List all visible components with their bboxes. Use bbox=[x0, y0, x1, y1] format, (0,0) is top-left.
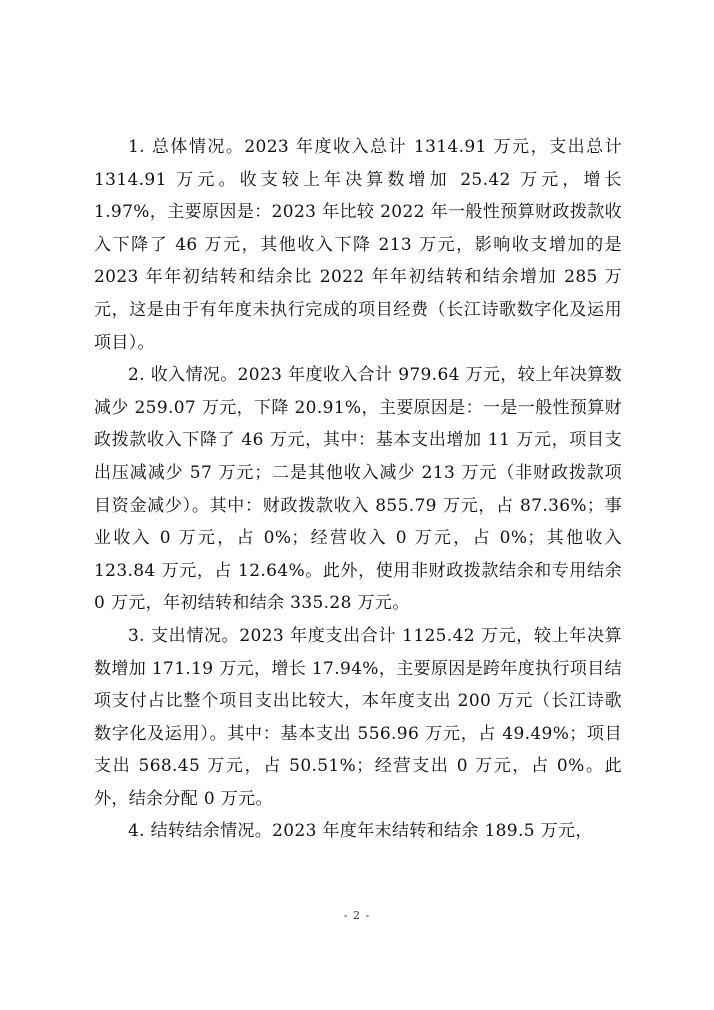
paragraph-carryover: 4. 结转结余情况。2023 年度年末结转和结余 189.5 万元， bbox=[128, 821, 593, 842]
page-number: - 2 - bbox=[343, 909, 371, 922]
paragraph-overall: 1. 总体情况。2023 年度收入总计 1314.91 万元，支出总计 1314.91 万元。收支较上年决算数增加 25.42 万元，增长 1.97%，主要原因是：2023 年比较 2022 年一般性预算财政拨款收入下降了 46 万元，其他收入下降 213 万元，影响收支增加的是 2023 年年初结转和结余比 2022 年年初结转和结余增加 285 万元，这是由于有年度未执行完成的项目经费（长江诗歌数字化及运用项目）。 bbox=[94, 137, 622, 353]
paragraph-expenditure: 3. 支出情况。2023 年度支出合计 1125.42 万元，较上年决算数增加 171.19 万元，增长 17.94%，主要原因是跨年度执行项目结项支付占比整个项目支出比较大，本年度支出 200 万元（长江诗歌数字化及运用）。其中：基本支出 556.96 万元，占 49.49%；项目支出 568.45 万元，占 50.51%；经营支出 0 万元，占 0%。此外，结余分配 0 万元。 bbox=[94, 625, 622, 809]
body-text bbox=[94, 131, 622, 848]
paragraph-income: 2. 收入情况。2023 年度收入合计 979.64 万元，较上年决算数减少 259.07 万元，下降 20.91%，主要原因是：一是一般性预算财政拨款收入下降了 46 万元，其中：基本支出增加 11 万元，项目支出压减减少 57 万元；二是其他收入减少 213 万元（非财政拨款项目资金减少）。其中：财政拨款收入 855.79 万元，占 87.36%；事业收入 0 万元，占 0%；经营收入 0 万元，占 0%；其他收入 123.84 万元，占 12.64%。此外，使用非财政拨款结余和专用结余 0 万元，年初结转和结余 335.28 万元。 bbox=[94, 365, 622, 614]
